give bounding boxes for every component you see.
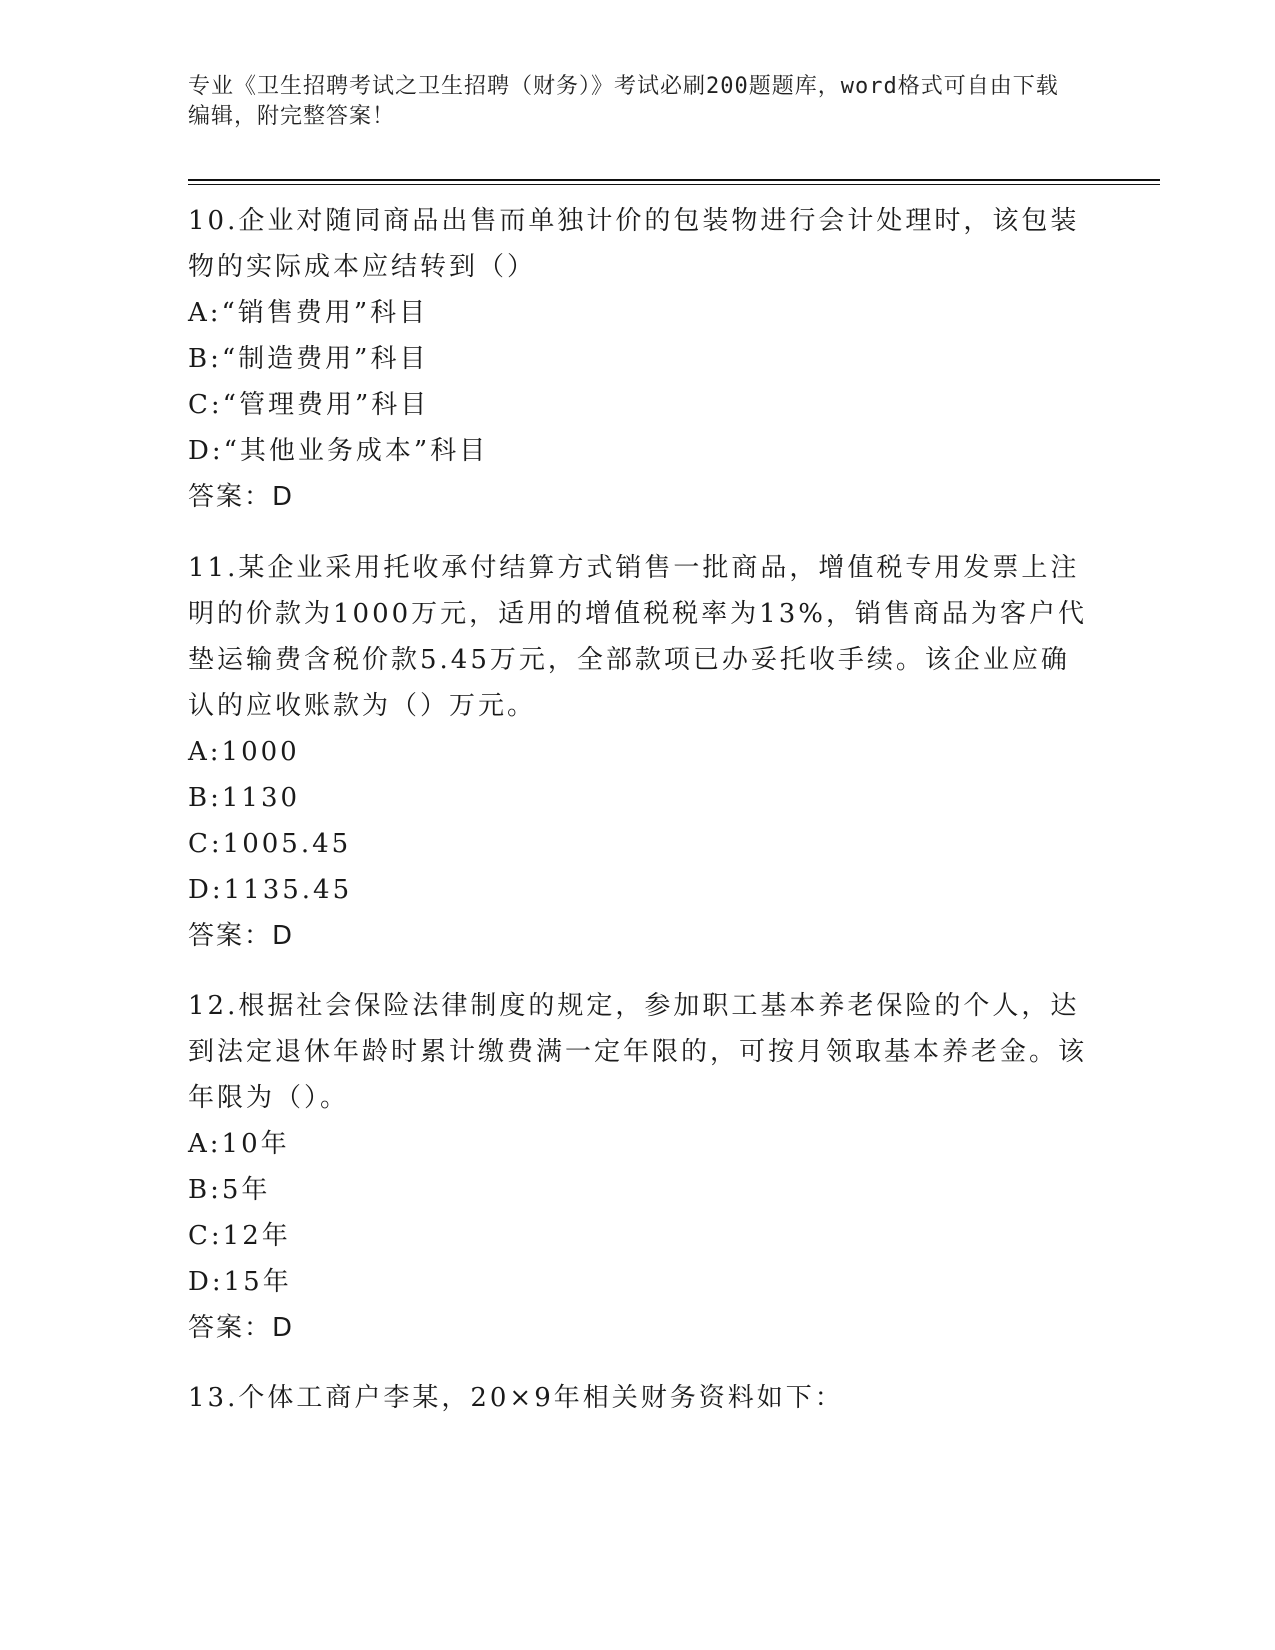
question-text: 13.个体工商户李某，20×9年相关财务资料如下： (188, 1383, 844, 1413)
header-divider-thin (188, 184, 1160, 185)
option-a: A:10年 (188, 1129, 290, 1159)
option-b: B:5年 (188, 1175, 271, 1205)
option-d: D:1135.45 (188, 875, 353, 905)
option-d: D:15年 (188, 1267, 292, 1297)
option-b: B:“制造费用”科目 (188, 344, 429, 374)
header-intro-text: 专业《卫生招聘考试之卫生招聘（财务）》考试必刷200题题库，word格式可自由下载编辑，附完整答案！ (188, 74, 1059, 129)
option-c: C:12年 (188, 1221, 291, 1251)
question-11 (188, 545, 1088, 959)
question-text: 12.根据社会保险法律制度的规定，参加职工基本养老保险的个人，达到法定退休年龄时累计缴费满一定年限的，可按月领取基本养老金。该年限为（）。 (188, 991, 1088, 1113)
question-text: 10.企业对随同商品出售而单独计价的包装物进行会计处理时，该包装物的实际成本应结转到（） (188, 206, 1080, 282)
option-c: C:1005.45 (188, 829, 352, 859)
option-a: A:1000 (188, 737, 300, 767)
document-header (188, 72, 1068, 132)
option-b: B:1130 (188, 783, 301, 813)
option-a: A:“销售费用”科目 (188, 298, 429, 328)
answer-label: 答案：D (188, 1313, 295, 1343)
question-13 (188, 1375, 1088, 1421)
header-divider-thick (188, 179, 1160, 181)
answer-label: 答案：D (188, 921, 295, 951)
question-10 (188, 198, 1088, 520)
answer-label: 答案：D (188, 482, 295, 512)
question-12 (188, 983, 1088, 1351)
option-d: D:“其他业务成本”科目 (188, 436, 489, 466)
option-c: C:“管理费用”科目 (188, 390, 430, 420)
question-text: 11.某企业采用托收承付结算方式销售一批商品，增值税专用发票上注明的价款为1000万元，适用的增值税税率为13%，销售商品为客户代垫运输费含税价款5.45万元，全部款项已办妥托收手续。该企业应确认的应收账款为（）万元。 (188, 553, 1087, 721)
